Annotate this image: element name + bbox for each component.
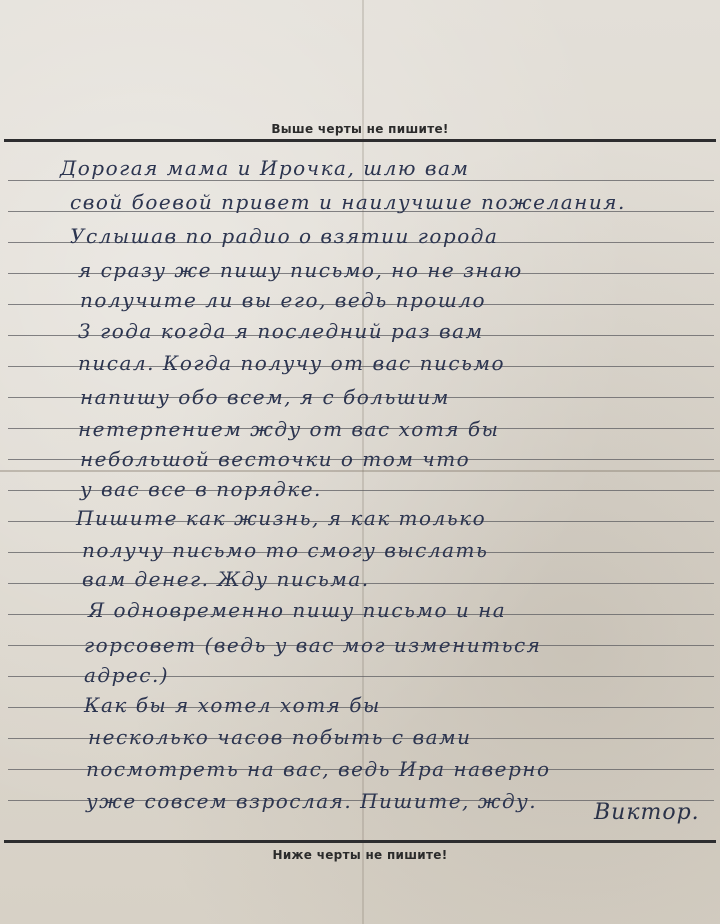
letter-line: напишу обо всем, я с большим <box>80 385 450 409</box>
top-border-rule <box>4 139 716 142</box>
letter-line: вам денег. Жду письма. <box>82 567 370 591</box>
letter-line: несколько часов побыть с вами <box>88 725 472 749</box>
letter-line: посмотреть на вас, ведь Ира наверно <box>86 757 551 781</box>
signature: Виктор. <box>594 800 700 825</box>
letter-line: нетерпением жду от вас хотя бы <box>78 417 500 441</box>
letter-line: у вас все в порядке. <box>80 477 322 501</box>
letter-line: горсовет (ведь у вас мог измениться <box>84 633 542 657</box>
letter-line: получу письмо то смогу выслать <box>82 538 489 562</box>
letter-line: получите ли вы его, ведь прошло <box>80 288 487 312</box>
bottom-border-rule <box>4 840 716 843</box>
letter-line: Пишите как жизнь, я как только <box>76 506 487 530</box>
letter-line: адрес.) <box>84 663 170 687</box>
letter-line: писал. Когда получу от вас письмо <box>78 351 506 375</box>
letter-line: Как бы я хотел хотя бы <box>84 693 381 717</box>
letter-line: свой боевой привет и наилучшие пожелания. <box>70 190 626 214</box>
letter-line: 3 года когда я последний раз вам <box>78 319 484 343</box>
footer-printed-note: Ниже черты не пишите! <box>272 848 448 862</box>
letter-line: Услышав по радио о взятии города <box>70 224 499 248</box>
letter-line: небольшой весточки о том что <box>80 447 471 471</box>
letter-line: Я одновременно пишу письмо и на <box>88 598 507 622</box>
letter-line: Дорогая мама и Ирочка, шлю вам <box>60 156 470 180</box>
letter-line: я сразу же пишу письмо, но не знаю <box>78 258 523 282</box>
header-printed-note: Выше черты не пишите! <box>271 122 449 136</box>
letter-line: уже совсем взрослая. Пишите, жду. <box>86 789 538 813</box>
